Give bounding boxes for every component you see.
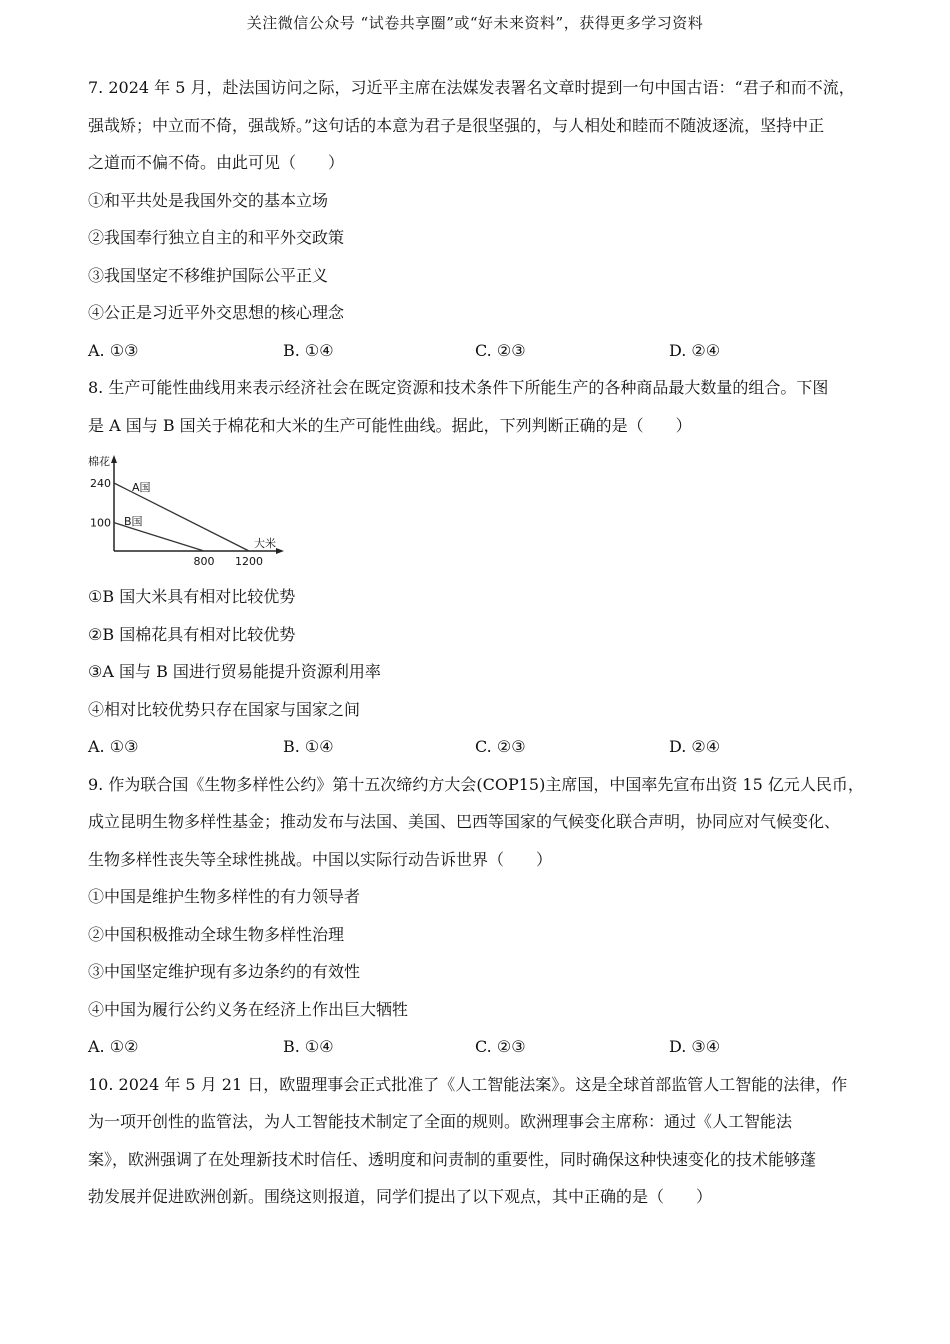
series-label-a: A国	[132, 481, 151, 494]
option-b: B. ①④	[283, 340, 334, 360]
statement-item: ④相对比较优势只存在国家与国家之间	[88, 699, 361, 719]
option-b: B. ①④	[283, 1037, 334, 1056]
ppf-chart	[88, 453, 288, 587]
question-stem-line: 9. 作为联合国《生物多样性公约》第十五次缔约方大会(COP15)主席国，中国率先宣布出资 15 亿元人民币，	[88, 774, 864, 794]
statement-item: ③中国坚定维护现有多边条约的有效性	[88, 962, 361, 981]
ppf-chart-svg	[88, 453, 288, 587]
chart-marks	[90, 477, 263, 568]
option-b: B. ①④	[283, 737, 334, 756]
statement-item: ②B 国棉花具有相对比较优势	[88, 624, 296, 644]
statement-item: ④中国为履行公约义务在经济上作出巨大牺牲	[88, 999, 409, 1019]
option-a: A. ①②	[88, 1037, 139, 1056]
y-tick-label: 100	[90, 516, 111, 530]
y-axis-label: 棉花	[88, 455, 110, 468]
question-stem-line: 是 A 国与 B 国关于棉花和大米的生产可能性曲线。据此，下列判断正确的是（ ）	[88, 415, 692, 435]
option-c: C. ②③	[475, 1037, 526, 1056]
question-7	[88, 78, 868, 378]
option-a: A. ①③	[88, 737, 139, 756]
statement-item: ③我国坚定不移维护国际公平正义	[88, 265, 329, 285]
option-c: C. ②③	[475, 340, 526, 360]
x-tick-label: 800	[193, 555, 215, 568]
option-a: A. ①③	[88, 340, 139, 360]
statement-item: ③A 国与 B 国进行贸易能提升资源利用率	[88, 662, 381, 681]
question-stem-line: 之道而不偏不倚。由此可见（ ）	[88, 153, 345, 172]
statement-item: ②中国积极推动全球生物多样性治理	[88, 924, 345, 944]
option-c: C. ②③	[475, 737, 526, 756]
question-stem-line: 成立昆明生物多样性基金；推动发布与法国、美国、巴西等国家的气候变化联合声明，协同应对气候变化、	[88, 812, 841, 831]
y-tick-label: 240	[90, 477, 111, 490]
question-stem-line: 10. 2024 年 5 月 21 日，欧盟理事会正式批准了《人工智能法案》。这是全球首部监管人工智能的法律，作	[88, 1074, 848, 1094]
statement-item: ①和平共处是我国外交的基本立场	[88, 190, 329, 210]
question-9	[88, 775, 868, 1075]
answer-options	[88, 737, 868, 775]
x-tick-label: 1200	[235, 555, 263, 568]
question-stem-line: 强哉矫；中立而不倚，强哉矫。”这句话的本意为君子是很坚强的，与人相处和睦而不随波逐流，坚持中正	[88, 115, 825, 135]
question-8	[88, 378, 868, 775]
question-stem-line: 生物多样性丧失等全球性挑战。中国以实际行动告诉世界（ ）	[88, 849, 553, 869]
answer-options	[88, 341, 868, 379]
question-stem-line: 勃发展并促进欧洲创新。围绕这则报道，同学们提出了以下观点，其中正确的是（ ）	[88, 1187, 713, 1206]
question-stem-line: 7. 2024 年 5 月，赴法国访问之际，习近平主席在法媒发表署名文章时提到一句中国古语：“君子和而不流，	[88, 78, 855, 97]
statement-item: ④公正是习近平外交思想的核心理念	[88, 303, 345, 322]
option-d: D. ②④	[669, 737, 721, 756]
page-header: 关注微信公众号 “试卷共享圈”或“好未来资料”，获得更多学习资料	[246, 14, 704, 32]
content	[88, 78, 868, 1225]
option-d: D. ②④	[669, 340, 721, 360]
question-10	[88, 1075, 868, 1225]
x-axis-arrow	[276, 548, 284, 554]
statement-item: ①B 国大米具有相对比较优势	[88, 587, 296, 606]
statement-item: ②我国奉行独立自主的和平外交政策	[88, 228, 345, 247]
x-axis-label: 大米	[254, 537, 276, 550]
answer-options	[88, 1037, 868, 1075]
option-d: D. ③④	[669, 1037, 721, 1056]
question-stem-line: 8. 生产可能性曲线用来表示经济社会在既定资源和技术条件下所能生产的各种商品最大数量的组合。下图	[88, 378, 829, 397]
y-axis-arrow	[111, 455, 117, 463]
question-stem-line: 案》，欧洲强调了在处理新技术时信任、透明度和问责制的重要性，同时确保这种快速变化的技术能够蓬	[88, 1149, 817, 1169]
series-label-b: B国	[124, 515, 143, 528]
statement-item: ①中国是维护生物多样性的有力领导者	[88, 887, 361, 906]
question-stem-line: 为一项开创性的监管法，为人工智能技术制定了全面的规则。欧洲理事会主席称：通过《人工智能法	[88, 1112, 793, 1131]
